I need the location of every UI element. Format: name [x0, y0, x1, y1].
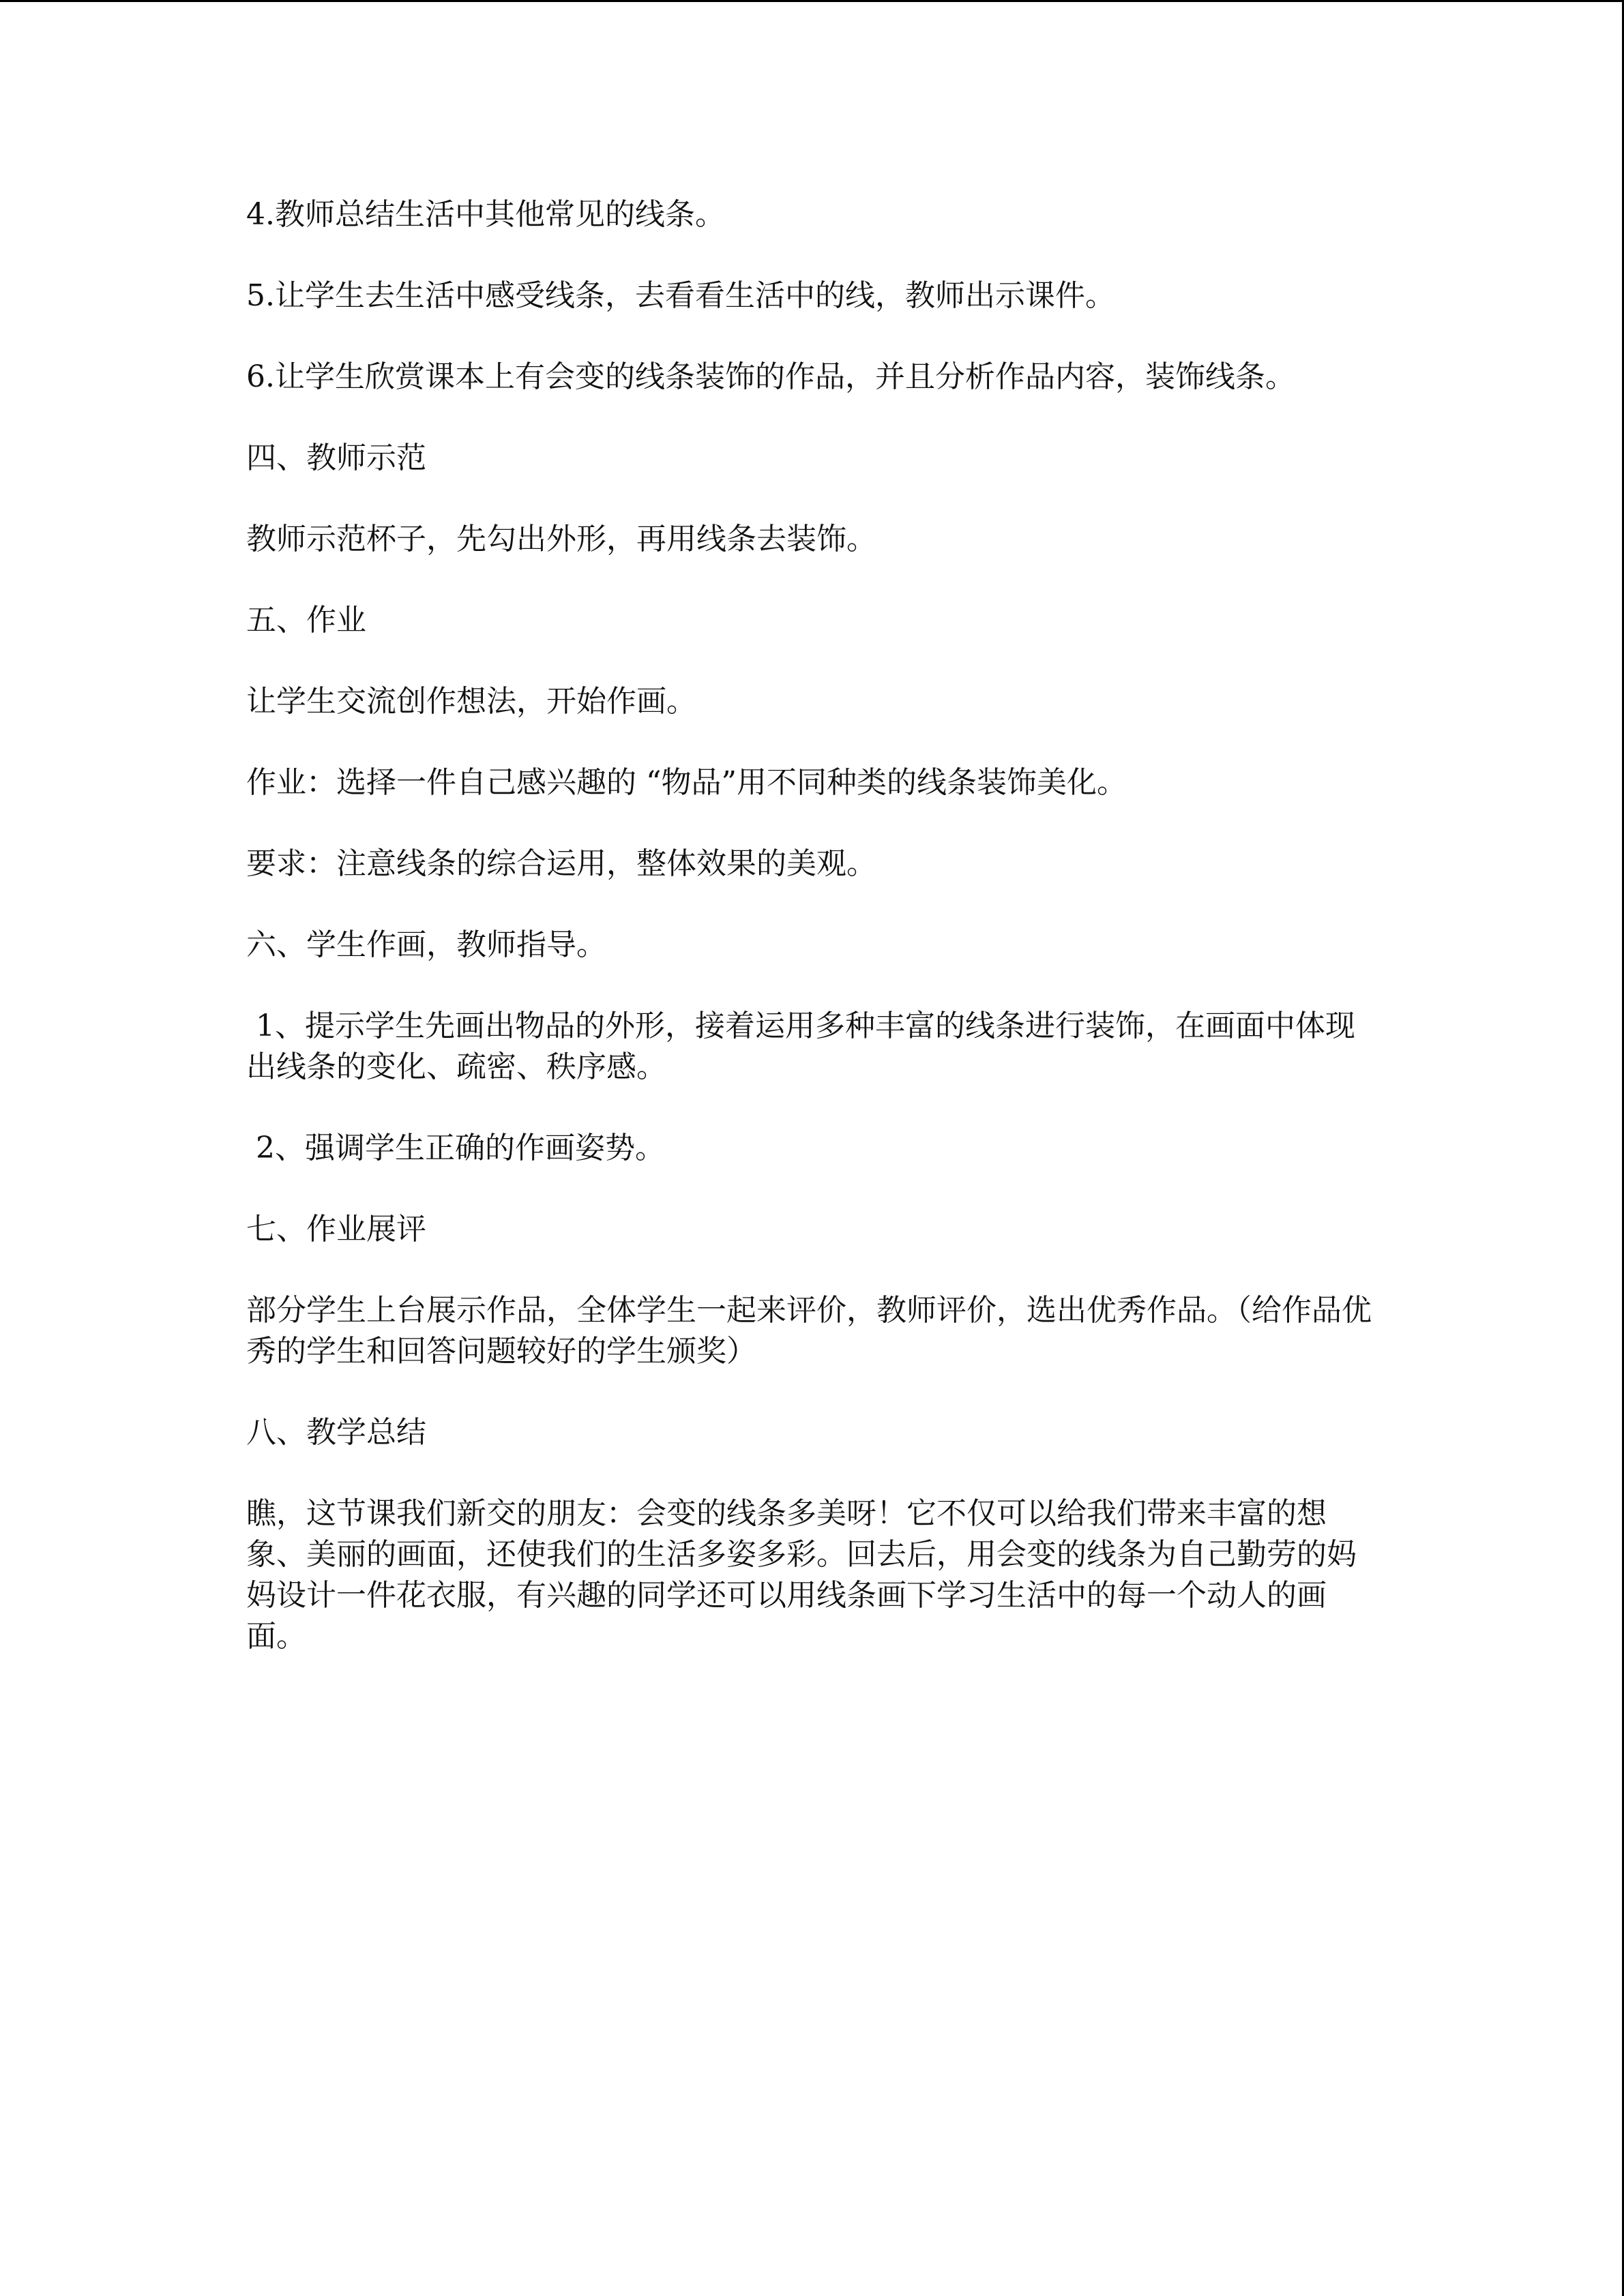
section-heading-homework: 五、作业 — [246, 603, 366, 638]
step-5-paragraph: 5.让学生去生活中感受线条，去看看生活中的线，教师出示课件。 — [246, 278, 1115, 313]
step-6-paragraph: 6.让学生欣赏课本上有会变的线条装饰的作品，并且分析作品内容，装饰线条。 — [246, 359, 1295, 394]
summary-paragraph: 瞧，这节课我们新交的朋友：会变的线条多美呀！它不仅可以给我们带来丰富的想象、美丽的画面，还使我们的生活多姿多彩。回去后，用会变的线条为自己勤劳的妈妈设计一件花衣服，有兴趣的同学还可以用线条画下学习生活中的每一个动人的画面。 — [246, 1496, 1357, 1654]
homework-task-paragraph: 作业：选择一件自己感兴趣的 “物品”用不同种类的线条装饰美化。 — [246, 765, 1127, 800]
homework-intro-paragraph: 让学生交流创作想法，开始作画。 — [246, 684, 696, 719]
document-body — [246, 194, 1378, 1697]
step-4-paragraph: 4.教师总结生活中其他常见的线条。 — [246, 197, 725, 232]
section-heading-summary: 八、教学总结 — [246, 1415, 426, 1450]
section-heading-demonstration: 四、教师示范 — [246, 441, 426, 475]
demonstration-paragraph: 教师示范杯子，先勾出外形，再用线条去装饰。 — [246, 522, 876, 556]
drawing-tip-1-paragraph: 1、提示学生先画出物品的外形，接着运用多种丰富的线条进行装饰，在画面中体现出线条的变化、疏密、秩序感。 — [246, 1009, 1355, 1084]
homework-requirement-paragraph: 要求：注意线条的综合运用，整体效果的美观。 — [246, 846, 876, 881]
exhibition-paragraph: 部分学生上台展示作品，全体学生一起来评价，教师评价，选出优秀作品。（给作品优秀的学生和回答问题较好的学生颁奖） — [246, 1293, 1372, 1369]
drawing-tip-2-paragraph: 2、强调学生正确的作画姿势。 — [246, 1131, 665, 1165]
section-heading-student-drawing: 六、学生作画，教师指导。 — [246, 927, 606, 962]
section-heading-exhibition: 七、作业展评 — [246, 1212, 426, 1247]
